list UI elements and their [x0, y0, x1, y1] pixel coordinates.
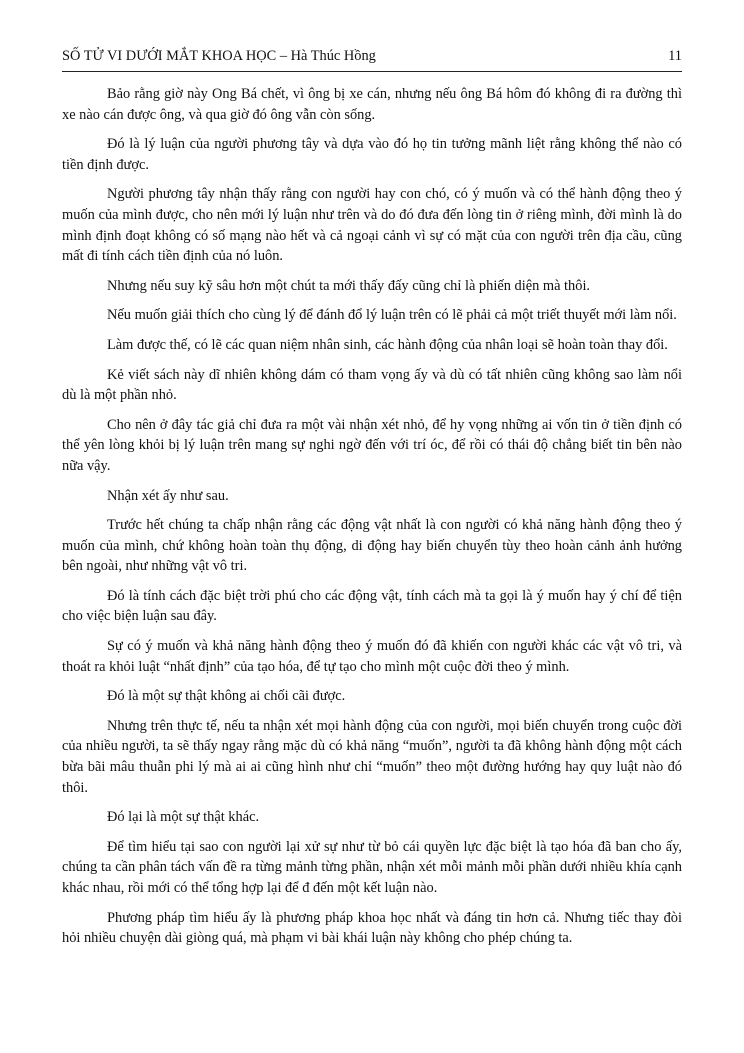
paragraph: Nhưng nếu suy kỹ sâu hơn một chút ta mới thấy đấy cũng chỉ là phiến diện mà thôi.: [107, 277, 591, 294]
paragraph: Để tìm hiểu tại sao con người lại xử sự như từ bỏ cái quyền lực đặc biệt là tạo hóa đã ban cho ấy, chúng ta cần phân tách vấn đề ra từng mảnh từng phần, nhận xét mỗi mảnh mỗi phần dưới nhiều khía cạnh khác nhau, rồi mới có thể tổng hợp lại để đ đến một kết luận nào.: [62, 838, 682, 896]
paragraph: Sự có ý muốn và khả năng hành động theo ý muốn đó đã khiến con người khác các vật vô tri, và thoát ra khỏi luật “nhất định” của tạo hóa, để tự tạo cho mình một cuộc đời theo ý mình.: [62, 638, 682, 675]
paragraph: Đó là tính cách đặc biệt trời phú cho các động vật, tính cách mà ta gọi là ý muốn hay ý chí để tiện cho việc biện luận sau đây.: [62, 587, 682, 625]
page-number: 11: [668, 48, 682, 64]
body-text: [62, 84, 682, 958]
paragraph: Nếu muốn giải thích cho cùng lý để đánh đổ lý luận trên có lẽ phải cả một triết thuyết mới làm nổi.: [107, 307, 677, 324]
paragraph: Trước hết chúng ta chấp nhận rằng các động vật nhất là con người có khả năng hành động theo ý muốn của mình, chứ không hoàn toàn thụ động, di động hay biến chuyển tùy theo hoàn cảnh ảnh hưởng bên ngoài, như những vật vô tri.: [62, 517, 682, 575]
header-rule: [62, 71, 682, 72]
paragraph: Kẻ viết sách này dĩ nhiên không dám có tham vọng ấy và dù có tất nhiên cũng không sao làm nổi dù là một phần nhỏ.: [62, 366, 682, 404]
paragraph: Đó lại là một sự thật khác.: [107, 809, 260, 826]
paragraph: Cho nên ở đây tác giả chỉ đưa ra một vài nhận xét nhỏ, để hy vọng những ai vốn tin ở tiền định có thể yên lòng khỏi bị lý luận trên mang sự nghi ngờ đến với trí óc, để rồi có thái độ chẳng biết tin bên nào nữa vậy.: [62, 416, 682, 474]
paragraph: Nhưng trên thực tế, nếu ta nhận xét mọi hành động của con người, mọi biến chuyển trong cuộc đời của nhiều người, ta sẽ thấy ngay rằng mặc dù có khả năng “muốn”, người ta đã không hành động một cách bừa bãi mâu thuẫn phi lý mà ai ai cũng hình như chỉ “muốn” theo một đường hướng hay quy luật nào đó thôi.: [62, 717, 682, 796]
header-title: SỐ TỬ VI DƯỚI MẮT KHOA HỌC – Hà Thúc Hồng: [62, 48, 376, 64]
paragraph: Đó là lý luận của người phương tây và dựa vào đó họ tin tưởng mãnh liệt rằng không thể nào có tiền định được.: [62, 136, 682, 173]
paragraph: Người phương tây nhận thấy rằng con người hay con chó, có ý muốn và có thể hành động theo ý muốn của mình được, cho nên mới lý luận như trên và do đó đưa đến lòng tin ở riêng mình, đời mình là do mình định đoạt không có số mạng nào hết và cả ngoại cảnh vì sự có mặt của con người trên địa cầu, cũng mất đi tính cách tiền định của nó luôn.: [62, 186, 682, 265]
paragraph: Phương pháp tìm hiểu ấy là phương pháp khoa học nhất và đáng tin hơn cả. Nhưng tiếc thay đòi hỏi nhiều chuyện dài giòng quá, mà phạm vi bài khái luận này không cho phép chúng ta.: [62, 909, 682, 947]
paragraph: Nhận xét ấy như sau.: [107, 487, 229, 504]
paragraph: Làm được thế, có lẽ các quan niệm nhân sinh, các hành động của nhân loại sẽ hoàn toàn thay đổi.: [107, 336, 668, 353]
paragraph: Đó là một sự thật không ai chối cãi được.: [107, 688, 346, 705]
paragraph: Bảo rằng giờ này Ong Bá chết, vì ông bị xe cán, nhưng nếu ông Bá hôm đó không đi ra đường thì xe nào cán được ông, và qua giờ đó ông vẫn còn sống.: [62, 86, 682, 123]
running-header: [62, 46, 682, 68]
